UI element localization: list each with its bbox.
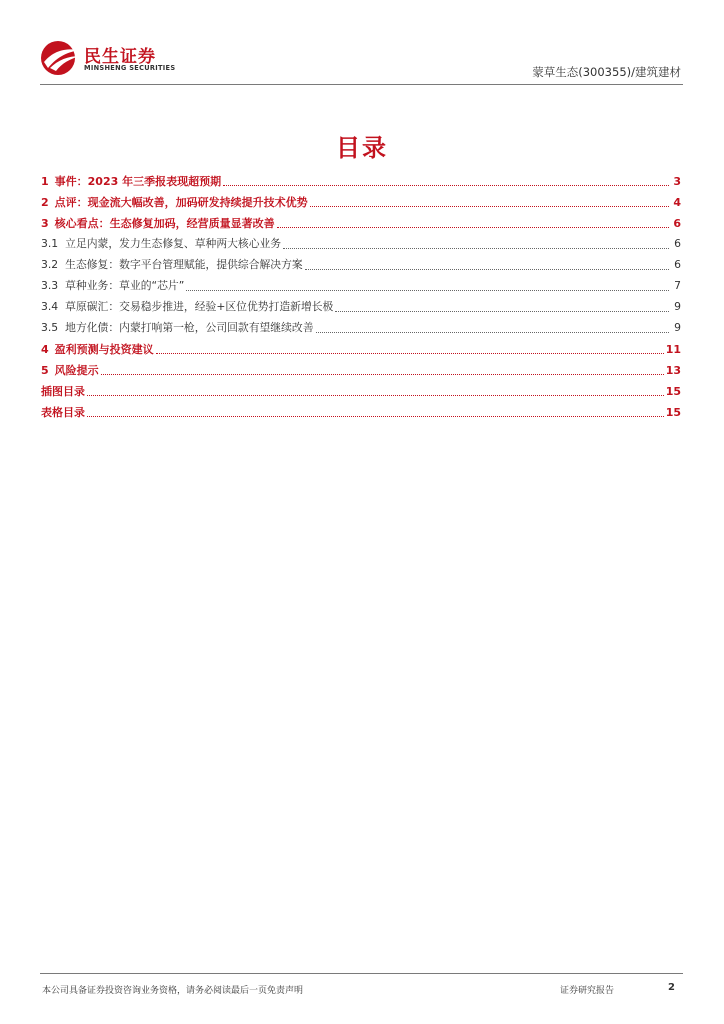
toc-dot-leader: [310, 205, 669, 207]
toc-dot-leader: [316, 331, 670, 333]
toc-dot-leader: [335, 310, 669, 312]
toc-entry[interactable]: [41, 362, 681, 383]
toc-dot-leader: [305, 268, 669, 270]
toc-entry-title: 事件：2023 年三季报表现超预期: [54, 175, 222, 188]
toc-entry-number: 3.2: [41, 258, 59, 271]
toc-entry-page: 6: [673, 217, 681, 230]
toc-dot-leader: [87, 415, 664, 417]
toc-entry-page: 7: [674, 279, 681, 292]
toc-dot-leader: [186, 289, 669, 291]
toc-entry-page: 6: [674, 258, 681, 271]
toc-entry-page: 15: [665, 385, 681, 398]
toc-entry-number: 3.3: [41, 279, 59, 292]
toc-entry-title: 表格目录: [41, 406, 85, 419]
page-header: [40, 38, 683, 85]
toc-entry[interactable]: [41, 173, 681, 194]
report-tag: 蒙草生态(300355)/建筑建材: [532, 65, 681, 79]
toc-entry[interactable]: [41, 257, 681, 278]
toc-entry-page: 6: [674, 237, 681, 250]
minsheng-logo-icon: [40, 40, 82, 76]
toc-dot-leader: [101, 373, 664, 375]
document-type: 证券研究报告: [560, 986, 615, 996]
toc-dot-leader: [277, 226, 669, 228]
toc-entry[interactable]: [41, 320, 681, 341]
toc-entry-number: 4: [41, 343, 49, 356]
toc-entry-title: 生态修复：数字平台管理赋能，提供综合解决方案: [65, 258, 303, 271]
disclaimer-text: 本公司具备证券投资咨询业务资格，请务必阅读最后一页免责声明: [42, 986, 304, 996]
toc-dot-leader: [223, 184, 669, 186]
toc-entry-number: 3.1: [41, 237, 59, 250]
toc-entry-title: 草种业务：草业的“芯片”: [65, 279, 185, 292]
toc-entry-number: 2: [41, 196, 49, 209]
toc-entry[interactable]: [41, 194, 681, 215]
toc-entry[interactable]: [41, 278, 681, 299]
toc-entry[interactable]: [41, 383, 681, 404]
toc-entry-number: 1: [41, 175, 49, 188]
brand-name-cn: 民生证券: [84, 47, 156, 67]
toc-entry-page: 3: [673, 175, 681, 188]
toc-entry-page: 9: [674, 321, 681, 334]
toc-entry-page: 15: [665, 406, 681, 419]
toc-entry-page: 4: [673, 196, 681, 209]
page-title: 目录: [336, 134, 388, 162]
toc-entry-title: 插图目录: [41, 385, 85, 398]
brand-name-en: MINSHENG SECURITIES: [84, 64, 176, 72]
toc-entry[interactable]: [41, 404, 681, 425]
toc-entry[interactable]: [41, 341, 681, 362]
toc-dot-leader: [283, 247, 669, 249]
toc-dot-leader: [156, 352, 664, 354]
toc-entry[interactable]: [41, 236, 681, 257]
toc-entry-title: 立足内蒙，发力生态修复、草种两大核心业务: [65, 237, 282, 250]
minsheng-logo: [40, 38, 180, 78]
toc-entry[interactable]: [41, 299, 681, 320]
toc-entry-title: 核心看点：生态修复加码，经营质量显著改善: [54, 217, 275, 230]
toc-entry[interactable]: [41, 215, 681, 236]
toc-entry-number: 3.5: [41, 321, 59, 334]
toc-entry-page: 13: [665, 364, 681, 377]
toc-entry-title: 盈利预测与投资建议: [54, 343, 154, 356]
toc-entry-number: 3.4: [41, 300, 59, 313]
toc-entry-title: 草原碳汇：交易稳步推进，经验+区位优势打造新增长极: [65, 300, 334, 313]
toc-entry-title: 地方化债：内蒙打响第一枪，公司回款有望继续改善: [65, 321, 314, 334]
toc-entry-page: 9: [674, 300, 681, 313]
toc-entry-number: 3: [41, 217, 49, 230]
toc-entry-number: 5: [41, 364, 49, 377]
toc-entry-page: 11: [665, 343, 681, 356]
toc-entry-title: 点评：现金流大幅改善，加码研发持续提升技术优势: [54, 196, 308, 209]
page-number: 2: [668, 982, 675, 993]
toc-entry-title: 风险提示: [54, 364, 99, 377]
toc-dot-leader: [87, 394, 664, 396]
table-of-contents: [41, 173, 681, 425]
page-footer: [40, 973, 683, 1004]
